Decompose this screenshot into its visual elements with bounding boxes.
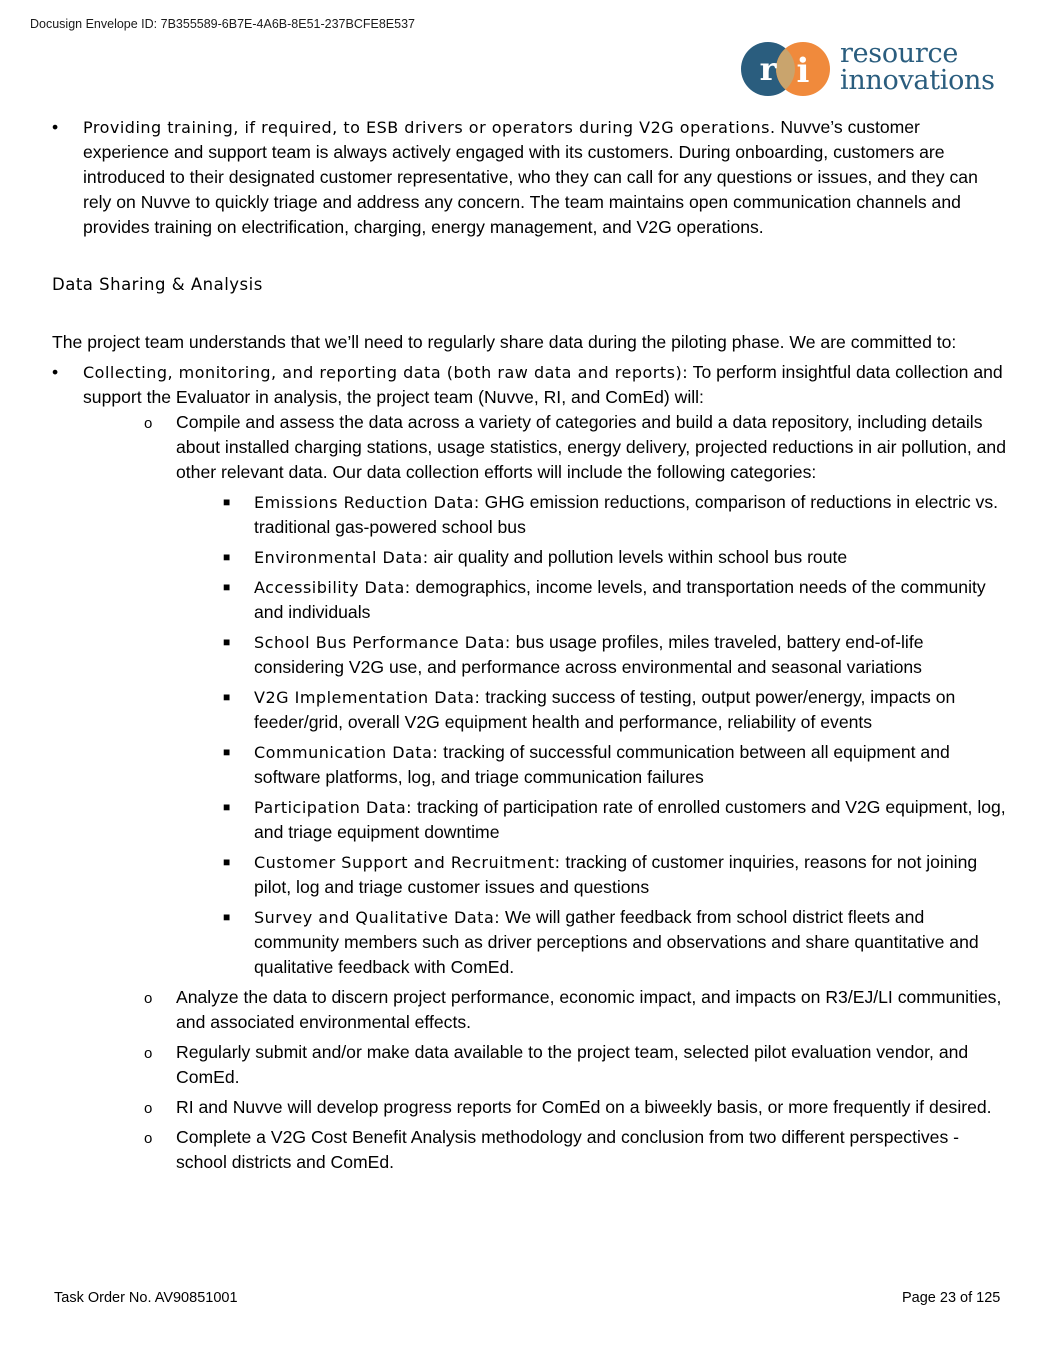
category-text: We will gather feedback from school district fleets and community members such as driver perceptions and observations and share quantitative and qualitative feedback with ComEd. (254, 907, 979, 977)
category-text: tracking of participation rate of enrolled customers and V2G equipment, log, and triage equipment downtime (254, 797, 1006, 842)
sub-item-text: RI and Nuvve will develop progress reports for ComEd on a biweekly basis, or more frequently if desired. (176, 1097, 992, 1117)
category-text: demographics, income levels, and transportation needs of the community and individuals (254, 577, 986, 622)
circle-bullet: o (144, 990, 153, 1007)
square-bullet: ■ (223, 745, 231, 759)
category-name: Environmental Data: (254, 548, 429, 567)
sub-item-text: Regularly submit and/or make data available to the project team, selected pilot evaluation vendor, and ComEd. (176, 1042, 969, 1087)
category-name: Survey and Qualitative Data: (254, 908, 501, 927)
category-name: Emissions Reduction Data: (254, 493, 480, 512)
category-item (52, 575, 1007, 625)
square-bullet: ■ (223, 690, 231, 704)
footer-page-number: Page 23 of 125 (902, 1290, 1001, 1306)
category-item (52, 850, 1007, 900)
svg-text:i: i (796, 51, 810, 91)
category-name: Communication Data: (254, 743, 439, 762)
logo-text-innovations: innovations (840, 65, 995, 96)
sub-item-submit (52, 1040, 1007, 1090)
square-bullet: ■ (223, 580, 231, 594)
category-name: Accessibility Data: (254, 578, 411, 597)
square-bullet: ■ (223, 855, 231, 869)
category-name: Customer Support and Recruitment: (254, 853, 561, 872)
category-text: tracking of customer inquiries, reasons for not joining pilot, log and triage customer issues and questions (254, 852, 978, 897)
square-bullet: ■ (223, 910, 231, 924)
category-text: bus usage profiles, miles traveled, battery end-of-life considering V2G use, and performance across environmental and seasonal variations (254, 632, 924, 677)
category-text: tracking of successful communication between all equipment and software platforms, log, and triage communication failures (254, 742, 950, 787)
square-bullet: ■ (223, 495, 231, 509)
bullet-dot: • (52, 117, 59, 137)
sub-item-reports (52, 1095, 1007, 1120)
bullet-lead: Collecting, monitoring, and reporting data (both raw data and reports): (83, 363, 689, 382)
svg-text:r: r (759, 50, 777, 88)
company-logo (740, 40, 1012, 98)
category-item (52, 795, 1007, 845)
logo-mark-icon (740, 41, 832, 97)
square-bullet: ■ (223, 550, 231, 564)
category-item (52, 685, 1007, 735)
category-item (52, 630, 1007, 680)
sub-item-cost-benefit (52, 1125, 1007, 1175)
sub-item-text: Compile and assess the data across a variety of categories and build a data repository, including details about installed charging stations, usage statistics, energy delivery, projected reductions in air pollution, and other relevant data. Our data collection efforts will include the following categories: (176, 412, 1006, 482)
category-text: tracking success of testing, output power/energy, impacts on feeder/grid, overall V2G equipment health and performance, reliability of events (254, 687, 956, 732)
category-item (52, 545, 1007, 570)
circle-bullet: o (144, 1130, 153, 1147)
category-name: School Bus Performance Data: (254, 633, 511, 652)
category-name: V2G Implementation Data: (254, 688, 481, 707)
footer-task-order: Task Order No. AV90851001 (54, 1290, 238, 1306)
category-item (52, 740, 1007, 790)
envelope-id: Docusign Envelope ID: 7B355589-6B7E-4A6B-8E51-237BCFE8E537 (30, 17, 415, 31)
category-text: air quality and pollution levels within school bus route (428, 547, 848, 567)
bullet-lead: Providing training, if required, to ESB drivers or operators during V2G operations. (83, 118, 776, 137)
bullet-text: Nuvve’s customer experience and support team is always actively engaged with its customers. During onboarding, customers are introduced to their designated customer representative, who they can call for any questions or issues, and they can rely on Nuvve to quickly triage and address any concern. The team maintains open communication channels and provides training on electrification, charging, energy management, and V2G operations. (83, 117, 978, 237)
bullet-training (52, 115, 1007, 240)
sub-item-analyze (52, 985, 1007, 1035)
bullet-dot: • (52, 362, 59, 382)
bullet-collecting (52, 360, 1007, 410)
category-name: Participation Data: (254, 798, 413, 817)
bullet-text: To perform insightful data collection and support the Evaluator in analysis, the project team (Nuvve, RI, and ComEd) will: (83, 362, 1003, 407)
document-body (52, 115, 1007, 1175)
circle-bullet: o (144, 1045, 153, 1062)
intro-paragraph: The project team understands that we’ll need to regularly share data during the piloting phase. We are committed to: (52, 332, 957, 352)
sub-item-text: Analyze the data to discern project performance, economic impact, and impacts on R3/EJ/LI communities, and associated environmental effects. (176, 987, 1002, 1032)
square-bullet: ■ (223, 635, 231, 649)
square-bullet: ■ (223, 800, 231, 814)
circle-bullet: o (144, 415, 153, 432)
section-heading: Data Sharing & Analysis (52, 275, 263, 294)
logo-text-resource: resource (840, 38, 958, 69)
category-item (52, 490, 1007, 540)
sub-item-compile (52, 410, 1007, 485)
sub-item-text: Complete a V2G Cost Benefit Analysis methodology and conclusion from two different perspectives - school districts and ComEd. (176, 1127, 959, 1172)
category-text: GHG emission reductions, comparison of reductions in electric vs. traditional gas-powered school bus (254, 492, 999, 537)
circle-bullet: o (144, 1100, 153, 1117)
category-item (52, 905, 1007, 980)
